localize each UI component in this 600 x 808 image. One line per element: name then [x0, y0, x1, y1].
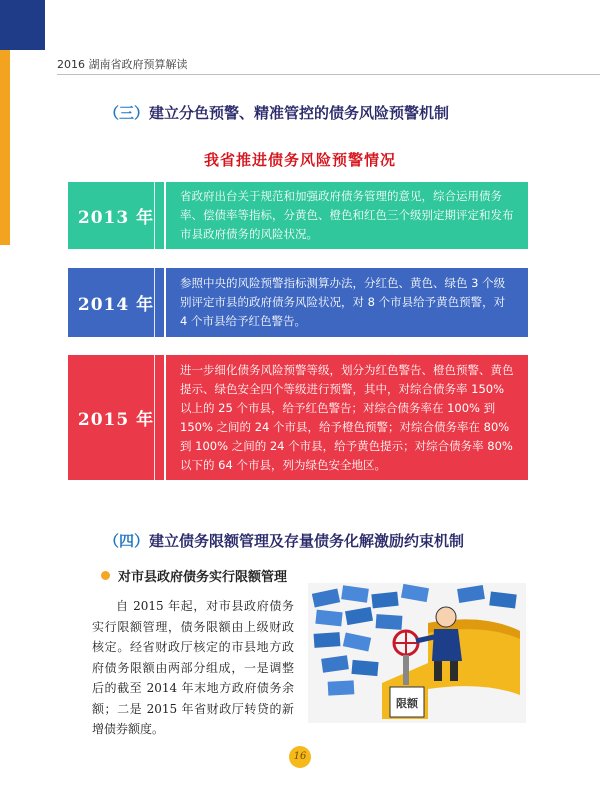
timeline-desc-2013 [166, 182, 528, 249]
year-label-2015: 2015 年 [68, 355, 164, 480]
timeline-text-2013: 省政府出台关于规范和加强政府债务管理的意见，综合运用债务率、偿债率等指标，分黄色、橙色和红色三个级别定期评定和发布市县政府债务的风险状况。 [180, 189, 514, 241]
timeline-text-2014: 参照中央的风险预警指标测算办法，分红色、黄色、绿色 3 个级别评定市县的政府债务风险状况，对 8 个市县给予黄色预警，对 4 个市县给予红色警告。 [180, 276, 506, 328]
page-number: 16 [289, 746, 311, 768]
subsection-title: 对市县政府债务实行限额管理 [118, 570, 288, 585]
timeline-row-2013 [68, 182, 528, 249]
timeline-row-2015 [68, 355, 528, 480]
overview-title: 我省推进债务风险预警情况 [203, 151, 396, 169]
corner-accent-orange [0, 50, 10, 245]
section-3-number: （三） [104, 104, 150, 122]
year-divider [154, 182, 155, 249]
debt-limit-illustration [308, 583, 526, 723]
section-4-number: （四） [104, 532, 150, 550]
body-paragraph: 自 2015 年起，对市县政府债务实行限额管理，债务限额由上级财政核定。经省财政厅核定的市县地方政府债务限额由两部分组成，一是调整后的截至 2014 年末地方政府债务余额；二是 2015 年省财政厅转贷的新增债券额度。 [92, 599, 294, 736]
running-header: 2016 湖南省政府预算解读 [57, 58, 188, 71]
timeline-desc-2015 [166, 355, 528, 480]
corner-accent-blue [0, 0, 45, 50]
year-divider [154, 268, 155, 337]
bullet-icon [101, 571, 110, 580]
section-3-heading [104, 102, 449, 123]
section-4-heading [104, 530, 464, 551]
illustration-label: 限额 [396, 697, 418, 710]
timeline-row-2014 [68, 268, 528, 337]
timeline-text-2015: 进一步细化债务风险预警等级，划分为红色警告、橙色预警、黄色提示、绿色安全四个等级进行预警，其中，对综合债务率 150% 以上的 25 个市县，给予红色警告；对综合债务率在 100% 到 150% 之间的 24 个市县，给予橙色预警；对综合债务率在 80% 到 100% 之间的 24 个市县，给予黄色提示；对综合债务率 80% 以下的 64 个市县，列为绿色安全地区。 [180, 362, 514, 472]
timeline-desc-2014 [166, 268, 528, 337]
year-divider [154, 355, 155, 480]
header-rule [57, 74, 600, 75]
section-4-title: 建立债务限额管理及存量债务化解激励约束机制 [149, 532, 465, 550]
section-3-title: 建立分色预警、精准管控的债务风险预警机制 [149, 104, 450, 122]
year-label-2013: 2013 年 [68, 182, 164, 249]
year-label-2014: 2014 年 [68, 268, 164, 337]
